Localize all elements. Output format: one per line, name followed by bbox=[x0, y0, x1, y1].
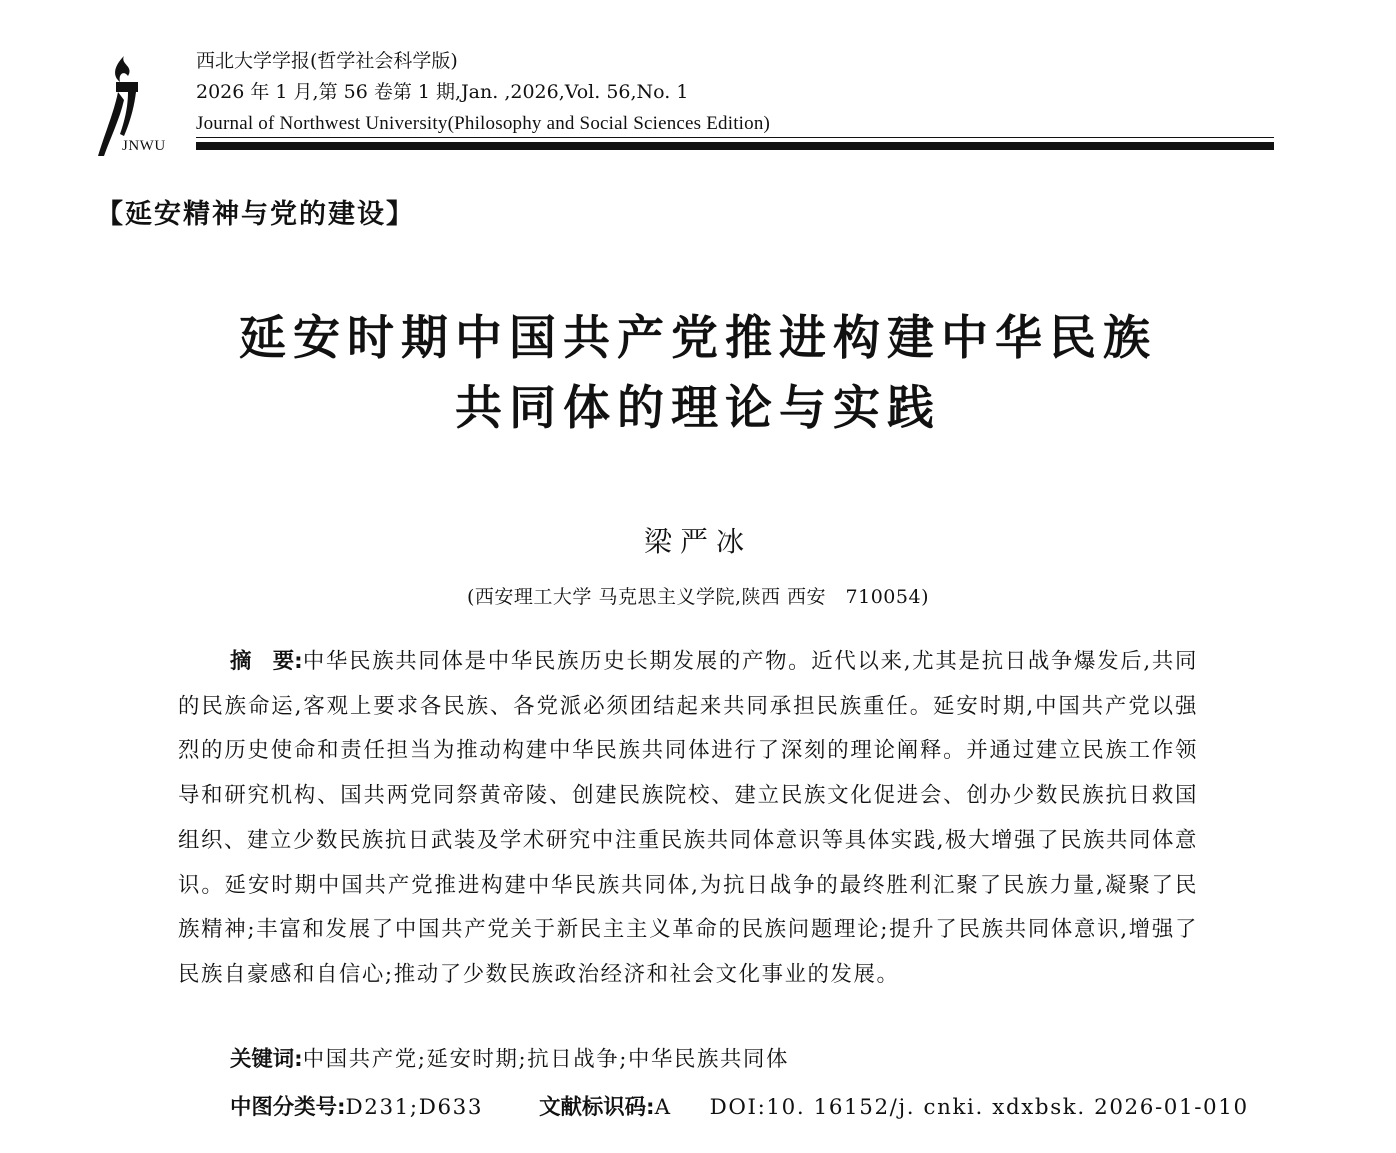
clc-label: 中图分类号: bbox=[230, 1095, 346, 1120]
doi-label: DOI: bbox=[709, 1095, 767, 1120]
abstract bbox=[178, 640, 1198, 998]
classification-line bbox=[230, 1090, 1249, 1121]
abstract-text: 中华民族共同体是中华民族历史长期发展的产物。近代以来,尤其是抗日战争爆发后,共同的民族命运,客观上要求各民族、各党派必须团结起来共同承担民族重任。延安时期,中国共产党以强烈的历史使命和责任担当为推动构建中华民族共同体进行了深刻的理论阐释。并通过建立民族工作领导和研究机构、国共两党同祭黄帝陵、创建民族院校、建立民族文化促进会、创办少数民族抗日救国组织、建立少数民族抗日武装及学术研究中注重民族共同体意识等具体实践,极大增强了民族共同体意识。延安时期中国共产党推进构建中华民族共同体,为抗日战争的最终胜利汇聚了民族力量,凝聚了民族精神;丰富和发展了中国共产党关于新民主主义革命的民族问题理论;提升了民族共同体意识,增强了民族自豪感和自信心;推动了少数民族政治经济和社会文化事业的发展。 bbox=[178, 649, 1198, 987]
article-title bbox=[100, 304, 1296, 444]
journal-header bbox=[196, 46, 770, 139]
issue-line: 2026 年 1 月,第 56 卷第 1 期,Jan. ,2026,Vol. 56,No. 1 bbox=[196, 81, 689, 103]
logo-text: JNWU bbox=[122, 138, 166, 154]
keywords-label: 关键词: bbox=[230, 1047, 303, 1072]
header-rule-thin bbox=[196, 137, 1274, 138]
column-tag: 【延安精神与党的建设】 bbox=[96, 199, 415, 230]
journal-title-en: Journal of Northwest University(Philosophy and Social Sciences Edition) bbox=[196, 113, 771, 134]
header-rule-thick bbox=[196, 142, 1274, 150]
journal-logo bbox=[94, 52, 186, 160]
abstract-label: 摘 要: bbox=[230, 649, 303, 674]
author-affiliation: (西安理工大学 马克思主义学院,陕西 西安 710054) bbox=[467, 586, 929, 608]
title-line-2: 共同体的理论与实践 bbox=[455, 381, 941, 436]
doc-code-value: A bbox=[654, 1095, 672, 1120]
doc-code-label: 文献标识码: bbox=[539, 1095, 655, 1120]
title-line-1: 延安时期中国共产党推进构建中华民族 bbox=[239, 311, 1157, 366]
journal-title-cn: 西北大学学报(哲学社会科学版) bbox=[196, 50, 458, 72]
clc-value: D231;D633 bbox=[345, 1095, 484, 1120]
doi-value: 10. 16152/j. cnki. xdxbsk. 2026-01-010 bbox=[766, 1095, 1249, 1120]
author-name: 梁严冰 bbox=[643, 525, 752, 558]
keywords bbox=[230, 1042, 789, 1073]
keywords-text: 中国共产党;延安时期;抗日战争;中华民族共同体 bbox=[302, 1047, 789, 1072]
